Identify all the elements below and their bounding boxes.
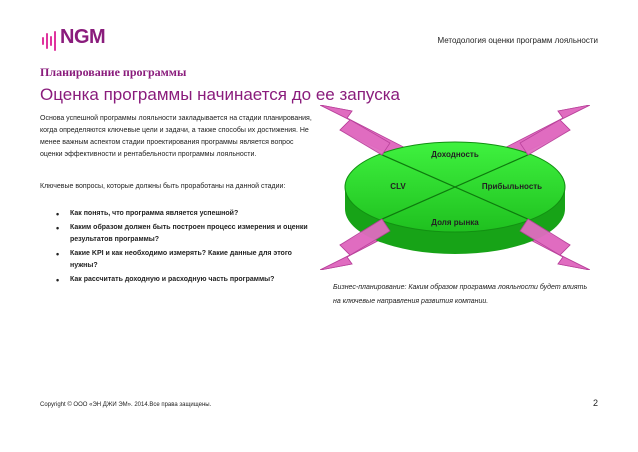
copyright-text: Copyright © ООО «ЭН ДЖИ ЭМ». 2014.Все права защищены. [40,402,212,408]
page-title: Оценка программы начинается до ее запуска [40,85,400,104]
segment-label-pribylnost: Прибыльность [481,182,543,191]
questions-intro: Ключевые вопросы, которые должны быть проработаны на данной стадии: [40,183,286,190]
section-subtitle: Планирование программы [40,65,187,79]
document-header-title: Методология оценки программ лояльности [437,36,598,45]
segment-label-dolya-rynka: Доля рынка [431,218,479,227]
list-item: • Каким образом должен быть построен процесс измерения и оценки результатов программы? [56,222,321,246]
intro-paragraph: Основа успешной программы лояльности закладывается на стадии планирования, когда определяются ключевые цели и задачи, а также способы их достижения. Не менее важным аспектом стадии проектирования программы является вопрос оценки эффективности и рентабельности программы лояльности. [40,115,312,158]
logo-text: NGM [60,26,106,48]
segment-label-clv: CLV [390,182,406,191]
business-planning-diagram [320,105,590,270]
segment-label-dohodnost: Доходность [431,150,479,159]
list-item: • Какие KPI и как необходимо измерять? Какие данные для этого нужны? [56,248,321,272]
key-questions-list [56,208,321,288]
list-item: • Как рассчитать доходную и расходную часть программы? [56,274,321,286]
list-item: • Как понять, что программа является успешной? [56,208,321,220]
page-number: 2 [592,398,598,408]
diagram-caption: Бизнес-планирование: Каким образом программа лояльности будет влиять на ключевые направления развития компании. [333,284,588,305]
